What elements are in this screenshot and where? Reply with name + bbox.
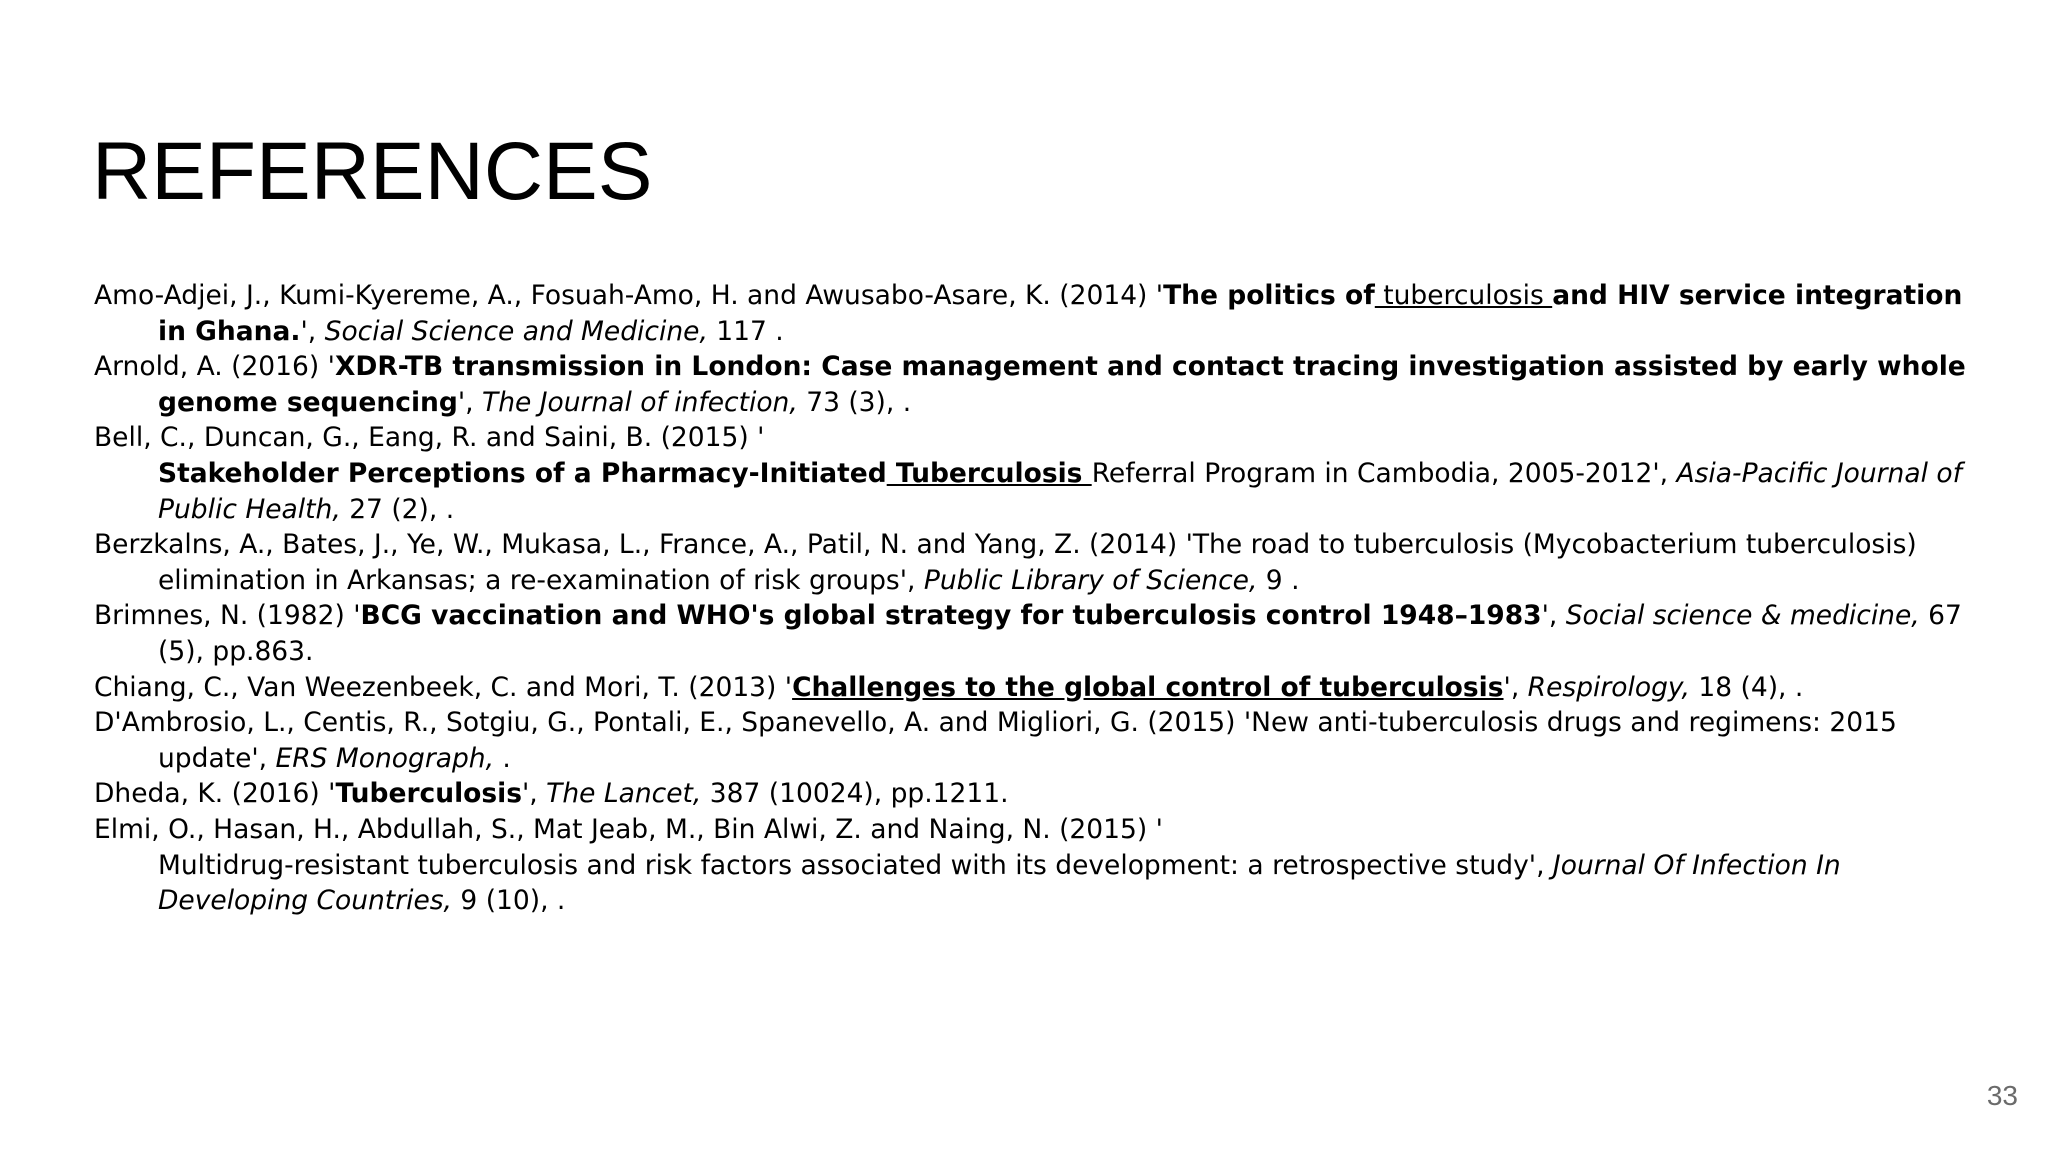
reference-separator: ', <box>457 386 483 418</box>
reference-item <box>94 670 1994 706</box>
reference-details: . <box>494 742 511 774</box>
reference-authors: Amo-Adjei, J., Kumi-Kyereme, A., Fosuah-Amo, H. and Awusabo-Asare, K. (2014) ' <box>94 280 1164 311</box>
slide-title: REFERENCES <box>92 126 653 217</box>
reference-separator: ', <box>1541 600 1566 632</box>
reference-title: BCG vaccination and WHO's global strategy for tuberculosis control 1948–1983 <box>360 600 1542 632</box>
reference-title: Stakeholder Perceptions of a Pharmacy-Initiated <box>158 457 887 489</box>
reference-details: 18 (4), . <box>1689 671 1804 703</box>
reference-title: XDR-TB transmission in London: Case management and contact tracing investigation assisted by early whole genome sequencing <box>158 351 1966 418</box>
reference-details: 9 . <box>1257 564 1300 596</box>
reference-title: Referral Program in Cambodia, 2005-2012 <box>1091 457 1653 489</box>
reference-title: Tuberculosis <box>335 778 523 810</box>
reference-item <box>94 349 1994 420</box>
reference-item <box>94 705 1994 776</box>
reference-separator: ', <box>1652 457 1677 489</box>
reference-title-link[interactable]: Challenges to the global control of tuberculosis <box>792 671 1504 703</box>
reference-journal: ERS Monograph, <box>275 742 494 774</box>
reference-authors: Dheda, K. (2016) ' <box>94 778 336 810</box>
reference-journal: The Journal of infection, <box>482 386 798 418</box>
reference-item <box>94 598 1994 669</box>
reference-details: 117 . <box>707 315 784 347</box>
reference-journal: The Lancet, <box>546 778 702 810</box>
reference-separator: ', <box>251 742 276 774</box>
reference-journal: Respirology, <box>1527 671 1690 703</box>
reference-separator: ', <box>899 564 924 596</box>
page-number: 33 <box>1986 1080 2018 1111</box>
reference-authors: Bell, C., Duncan, G., Eang, R. and Saini, B. (2015) ' <box>94 422 765 454</box>
reference-journal: Social science & medicine, <box>1565 600 1920 632</box>
reference-authors: Arnold, A. (2016) ' <box>94 351 335 383</box>
reference-separator: ', <box>1528 849 1553 881</box>
reference-list <box>94 278 1994 919</box>
reference-item <box>94 812 1994 919</box>
reference-title: Multidrug-resistant tuberculosis and risk factors associated with its development: a retrospective study <box>158 849 1529 881</box>
reference-authors: Brimnes, N. (1982) ' <box>94 600 361 632</box>
reference-item <box>94 527 1994 598</box>
reference-details: 67 (5), pp.863. <box>158 600 1962 667</box>
reference-separator: ', <box>522 778 547 810</box>
reference-journal: Social Science and Medicine, <box>324 315 708 347</box>
reference-details: 27 (2), . <box>340 493 455 525</box>
reference-title-link[interactable]: tuberculosis <box>1374 280 1553 311</box>
reference-title: New anti-tuberculosis drugs and regimens: 2015 update <box>158 707 1897 774</box>
reference-item <box>94 278 1994 349</box>
reference-title: The politics of <box>1163 280 1375 311</box>
reference-item <box>94 420 1994 527</box>
reference-journal: Asia-Pacific Journal of Public Health, <box>158 457 1962 525</box>
reference-title: and HIV service integration in Ghana. <box>158 280 1963 347</box>
reference-details: 73 (3), . <box>797 386 912 418</box>
reference-journal: Public Library of Science, <box>923 564 1258 596</box>
reference-details: 387 (10024), pp.1211. <box>701 778 1009 810</box>
reference-journal: Journal Of Infection In Developing Countries, <box>158 849 1841 917</box>
reference-authors: D'Ambrosio, L., Centis, R., Sotgiu, G., Pontali, E., Spanevello, A. and Migliori, G. (2015) ' <box>94 707 1252 739</box>
reference-separator: ', <box>300 315 325 347</box>
reference-authors: Elmi, O., Hasan, H., Abdullah, S., Mat Jeab, M., Bin Alwi, Z. and Naing, N. (2015) ' <box>94 813 1163 845</box>
reference-authors: Chiang, C., Van Weezenbeek, C. and Mori, T. (2013) ' <box>94 671 793 703</box>
reference-item <box>94 776 1994 812</box>
reference-authors: Berzkalns, A., Bates, J., Ye, W., Mukasa, L., France, A., Patil, N. and Yang, Z. (2014) ' <box>94 529 1193 561</box>
reference-details: 9 (10), . <box>451 885 566 917</box>
reference-separator: ', <box>1503 671 1528 703</box>
reference-title-link[interactable]: Tuberculosis <box>886 457 1092 489</box>
reference-title: The road to tuberculosis (Mycobacterium tuberculosis) elimination in Arkansas; a re-examination of risk groups <box>158 529 1917 596</box>
